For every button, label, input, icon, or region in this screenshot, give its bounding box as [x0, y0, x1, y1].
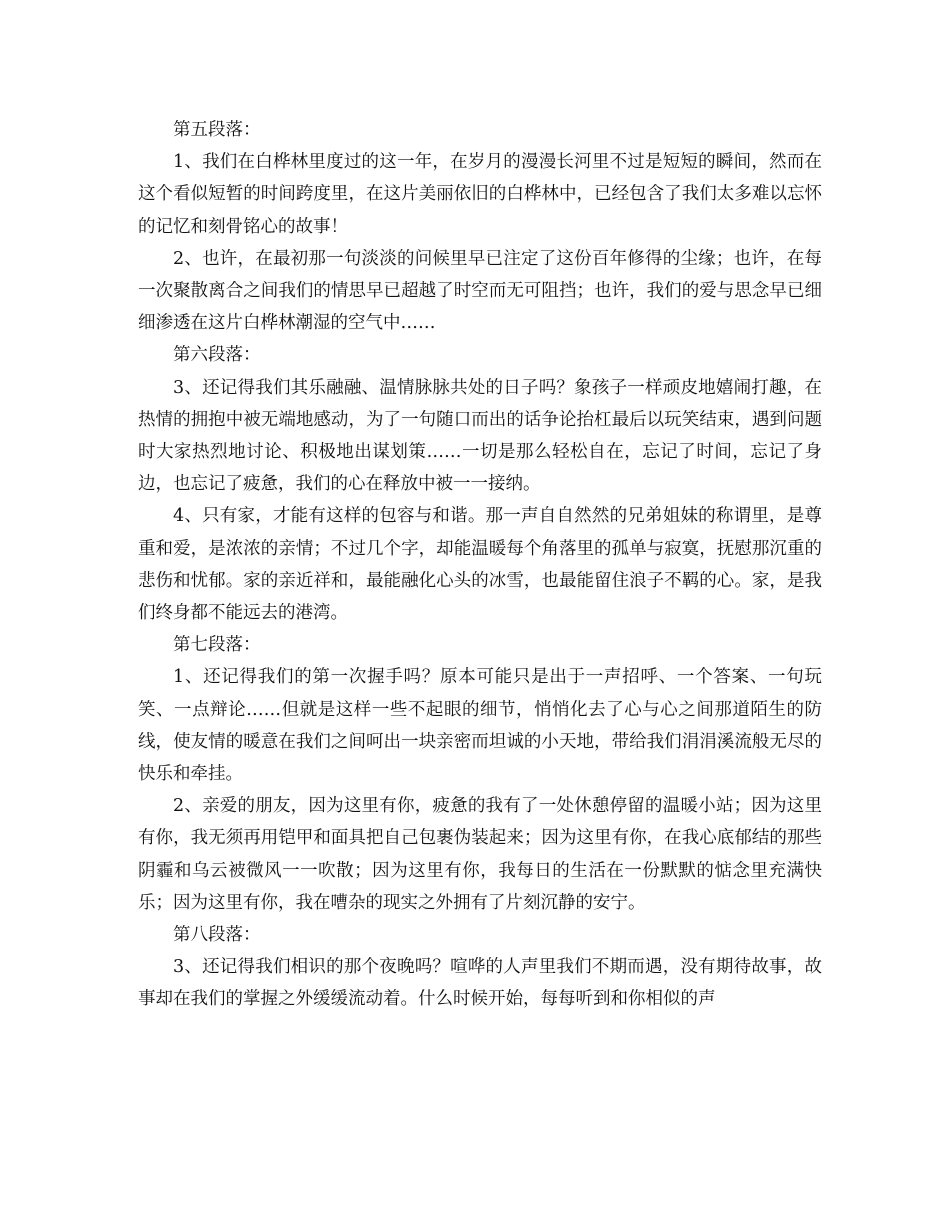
- paragraph: 4、只有家，才能有这样的包容与和谐。那一声自自然然的兄弟姐妹的称谓里，是尊重和爱，是浓浓的亲情；不过几个字，却能温暖每个角落里的孤单与寂寞，抚慰那沉重的悲伤和忧郁。家的亲近祥和，最能融化心头的冰雪，也最能留住浪子不羁的心。家，是我们终身都不能远去的港湾。: [138, 506, 822, 624]
- document-body: [138, 114, 822, 1016]
- paragraph: 2、亲爱的朋友，因为这里有你，疲惫的我有了一处休憩停留的温暖小站；因为这里有你，我无须再用铠甲和面具把自己包裹伪装起来；因为这里有你，在我心底郁结的那些阴霾和乌云被微风一一吹散；因为这里有你，我每日的生活在一份默默的惦念里充满快乐；因为这里有你，我在嘈杂的现实之外拥有了片刻沉静的安宁。: [138, 796, 822, 913]
- section-heading-7: 第七段落：: [173, 635, 261, 656]
- section-heading-6: 第六段落：: [173, 345, 261, 366]
- paragraph: 1、还记得我们的第一次握手吗？原本可能只是出于一声招呼、一个答案、一句玩笑、一点辩论……但就是这样一些不起眼的细节，悄悄化去了心与心之间那道陌生的防线，使友情的暖意在我们之间呵出一块亲密而坦诚的小天地，带给我们涓涓溪流般无尽的快乐和牵挂。: [138, 667, 822, 785]
- section-heading-8: 第八段落：: [173, 925, 261, 946]
- paragraph: 1、我们在白桦林里度过的这一年，在岁月的漫漫长河里不过是短短的瞬间，然而在这个看似短暂的时间跨度里，在这片美丽依旧的白桦林中，已经包含了我们太多难以忘怀的记忆和刻骨铭心的故事！: [138, 152, 822, 237]
- paragraph: 3、还记得我们相识的那个夜晚吗？喧哗的人声里我们不期而遇，没有期待故事，故事却在我们的掌握之外缓缓流动着。什么时候开始，每每听到和你相似的声: [138, 957, 822, 1010]
- paragraph: 3、还记得我们其乐融融、温情脉脉共处的日子吗？象孩子一样顽皮地嬉闹打趣，在热情的拥抱中被无端地感动，为了一句随口而出的话争论抬杠最后以玩笑结束，遇到问题时大家热烈地讨论、积极地出谋划策……一切是那么轻松自在，忘记了时间，忘记了身边，也忘记了疲惫，我们的心在释放中被一一接纳。: [138, 377, 822, 495]
- section-heading-5: 第五段落：: [173, 120, 261, 140]
- paragraph: 2、也许，在最初那一句淡淡的问候里早已注定了这份百年修得的尘缘；也许，在每一次聚散离合之间我们的情思早已超越了时空而无可阻挡；也许，我们的爱与思念早已细细渗透在这片白桦林潮湿的空气中……: [138, 248, 822, 334]
